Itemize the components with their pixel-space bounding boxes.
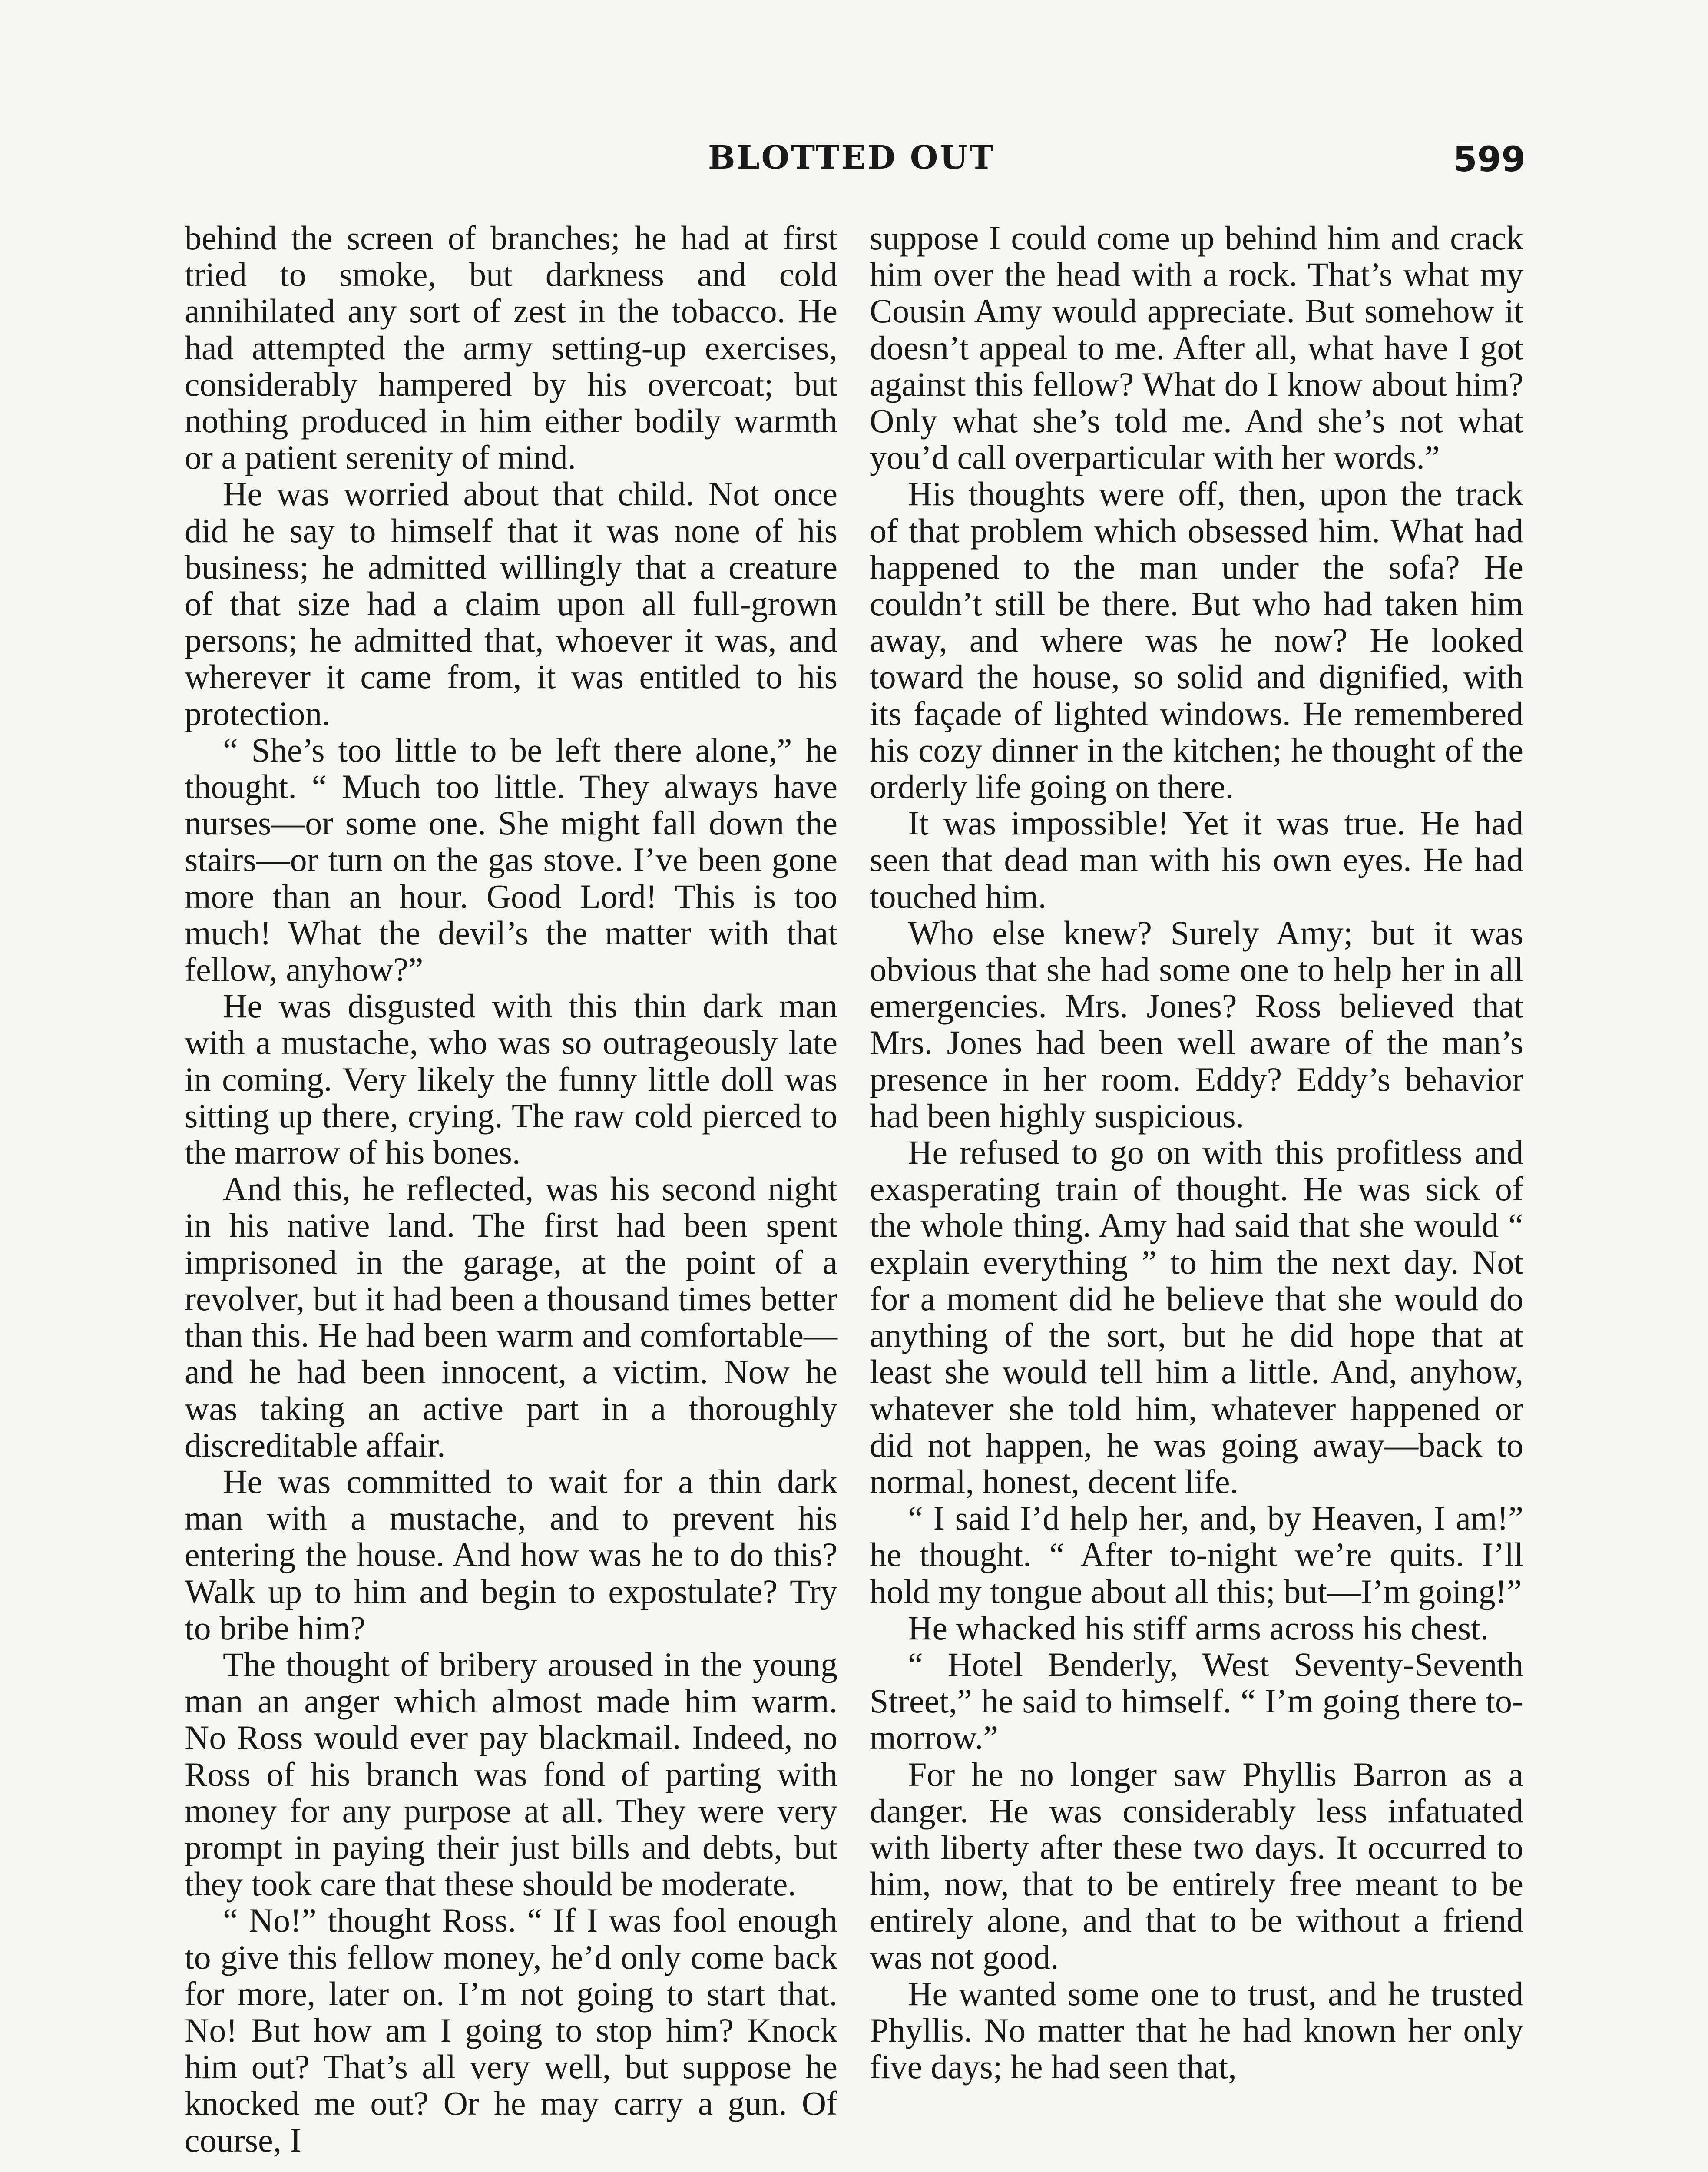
paragraph: behind the screen of branches; he had at first tried to smoke, but darkness and cold annihilated any sort of zest in the tobacco. He had attempted the army setting-up exercises, considerably hampered by his overcoat; but nothing produced in him either bodily warmth or a patient serenity of mind. [185,219,837,477]
paragraph: His thoughts were off, then, upon the track of that problem which obsessed him. What had happened to the man under the sofa? He couldn’t still be there. But who had taken him away, and where was he now? He looked toward the house, so solid and dignified, with its façade of lighted windows. He remembered his cozy dinner in the kitchen; he thought of the orderly life going on there. [870,475,1523,806]
page-header [0,139,1708,191]
paragraph: He was committed to wait for a thin dark man with a mustache, and to prevent his entering the house. And how was he to do this? Walk up to him and begin to expostulate? Try to bribe him? [185,1462,837,1647]
paragraph: He was worried about that child. Not once did he say to himself that it was none of his business; he admitted willingly that a creature of that size had a claim upon all full-grown persons; he admitted that, whoever it was, and wherever it came from, it was entitled to his protection. [185,475,837,732]
paragraph: And this, he reflected, was his second night in his native land. The first had been spent imprisoned in the garage, at the point of a revolver, but it had been a thousand times better than this. He had been warm and comfortable—and he had been innocent, a victim. Now he was taking an active part in a thoroughly discreditable affair. [185,1170,837,1464]
paragraph: suppose I could come up behind him and crack him over the head with a rock. That’s what my Cousin Amy would appreciate. But somehow it doesn’t appeal to me. After all, what have I got against this fellow? What do I know about him? Only what she’s told me. And she’s not what you’d call overparticular with her words.” [870,219,1523,477]
paragraph: “ I said I’d help her, and, by Heaven, I am!” he thought. “ After to-night we’re quits. I’ll hold my tongue about all this; but—I’m going!” [870,1499,1523,1610]
running-title: BLOTTED OUT [708,139,995,176]
paragraph: He refused to go on with this profitless and exasperating train of thought. He was sick of the whole thing. Amy had said that she would “ explain everything ” to him the next day. Not for a moment did he believe that she would do anything of the sort, but he did hope that at least she would tell him a little. And, anyhow, whatever she told him, whatever happened or did not happen, he was going away—back to normal, honest, decent life. [870,1133,1523,1500]
paragraph: It was impossible! Yet it was true. He had seen that dead man with his own eyes. He had touched him. [870,804,1523,915]
paragraph: “ No!” thought Ross. “ If I was fool enough to give this fellow money, he’d only come back for more, later on. I’m not going to start that. No! But how am I going to stop him? Knock him out? That’s all very well, but suppose he knocked me out? Or he may carry a gun. Of course, I [185,1901,837,2159]
paragraph: He was disgusted with this thin dark man with a mustache, who was so outrageously late in coming. Very likely the funny little doll was sitting up there, crying. The raw cold pierced to the marrow of his bones. [185,987,837,1172]
paragraph: He wanted some one to trust, and he trusted Phyllis. No matter that he had known her only five days; he had seen that, [870,1974,1523,2086]
paragraph: Who else knew? Surely Amy; but it was obvious that she had some one to help her in all emergencies. Mrs. Jones? Ross believed that Mrs. Jones had been well aware of the man’s presence in her room. Eddy? Eddy’s behavior had been highly suspicious. [870,914,1523,1135]
paragraph: “ Hotel Benderly, West Seventy-Seventh Street,” he said to himself. “ I’m going there to-morrow.” [870,1645,1523,1757]
page-number: 599 [1453,139,1526,179]
paragraph: “ She’s too little to be left there alone,” he thought. “ Much too little. They always have nurses—or some one. She might fall down the stairs—or turn on the gas stove. I’ve been gone more than an hour. Good Lord! This is too much! What the devil’s the matter with that fellow, anyhow?” [185,731,837,989]
paragraph: For he no longer saw Phyllis Barron as a danger. He was considerably less infatuated with liberty after these two days. It occurred to him, now, that to be entirely free meant to be entirely alone, and that to be without a friend was not good. [870,1755,1523,1976]
paragraph: The thought of bribery aroused in the young man an anger which almost made him warm. No Ross would ever pay blackmail. Indeed, no Ross of his branch was fond of parting with money for any purpose at all. They were very prompt in paying their just bills and debts, but they took care that these should be moderate. [185,1645,837,1903]
left-column [185,220,837,2159]
right-column [870,220,1523,2085]
paragraph: He whacked his stiff arms across his chest. [908,1609,1489,1647]
